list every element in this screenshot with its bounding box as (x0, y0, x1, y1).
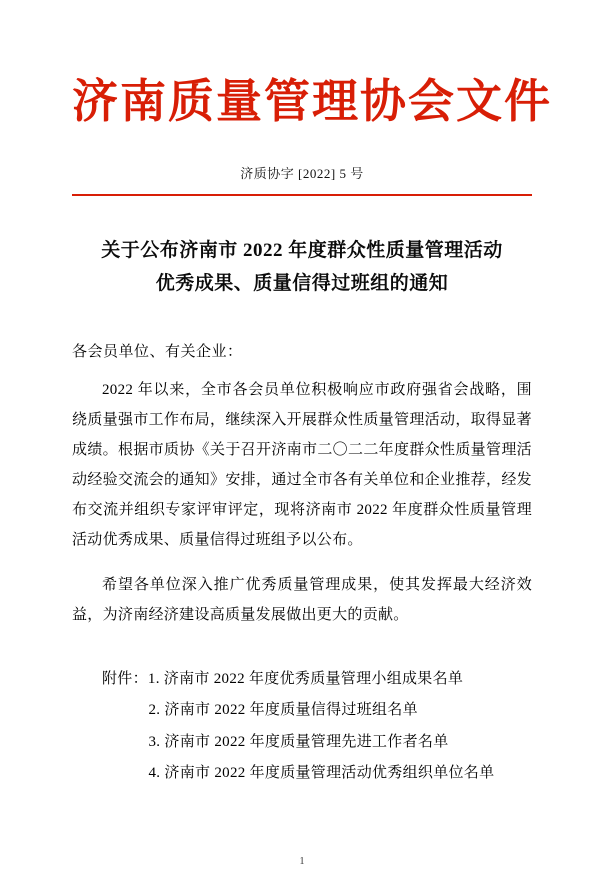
document-salutation: 各会员单位、有关企业： (72, 344, 243, 361)
attachments-label: 附件： (102, 670, 148, 687)
attachment-item-4: 4. 济南市 2022 年度质量管理活动优秀组织单位名单 (148, 765, 495, 782)
document-number: 济质协字 [2022] 5 号 (240, 165, 364, 181)
document-title (72, 234, 532, 301)
attachment-item-2: 2. 济南市 2022 年度质量信得过班组名单 (148, 702, 418, 719)
document-title-line-1: 关于公布济南市 2022 年度群众性质量管理活动 (101, 239, 503, 261)
document-paragraph-2: 希望各单位深入推广优秀质量管理成果，使其发挥最大经济效益，为济南经济建设高质量发展做出更大的贡献。 (72, 576, 532, 623)
document-masthead: 济南质量管理协会文件 (72, 74, 552, 128)
document-paragraph-1: 2022 年以来，全市各会员单位积极响应市政府强省会战略，围绕质量强市工作布局，继续深入开展群众性质量管理活动，取得显著成绩。根据市质协《关于召开济南市二〇二二年度群众性质量管理活动经验交流会的通知》安排，通过全市各有关单位和企业推荐，经发布交流并组织专家评审评定，现将济南市 2022 年度群众性质量管理活动优秀成果、质量信得过班组予以公布。 (72, 381, 532, 548)
document-page (0, 76, 604, 875)
document-title-line-2: 优秀成果、质量信得过班组的通知 (155, 272, 449, 294)
attachment-item-3: 3. 济南市 2022 年度质量管理先进工作者名单 (148, 733, 449, 750)
page-number: 1 (299, 856, 305, 867)
attachments-list (72, 664, 532, 790)
red-divider-rule (72, 194, 532, 196)
attachment-item-1: 1. 济南市 2022 年度优秀质量管理小组成果名单 (147, 670, 464, 687)
attachment-first-row (72, 664, 532, 696)
